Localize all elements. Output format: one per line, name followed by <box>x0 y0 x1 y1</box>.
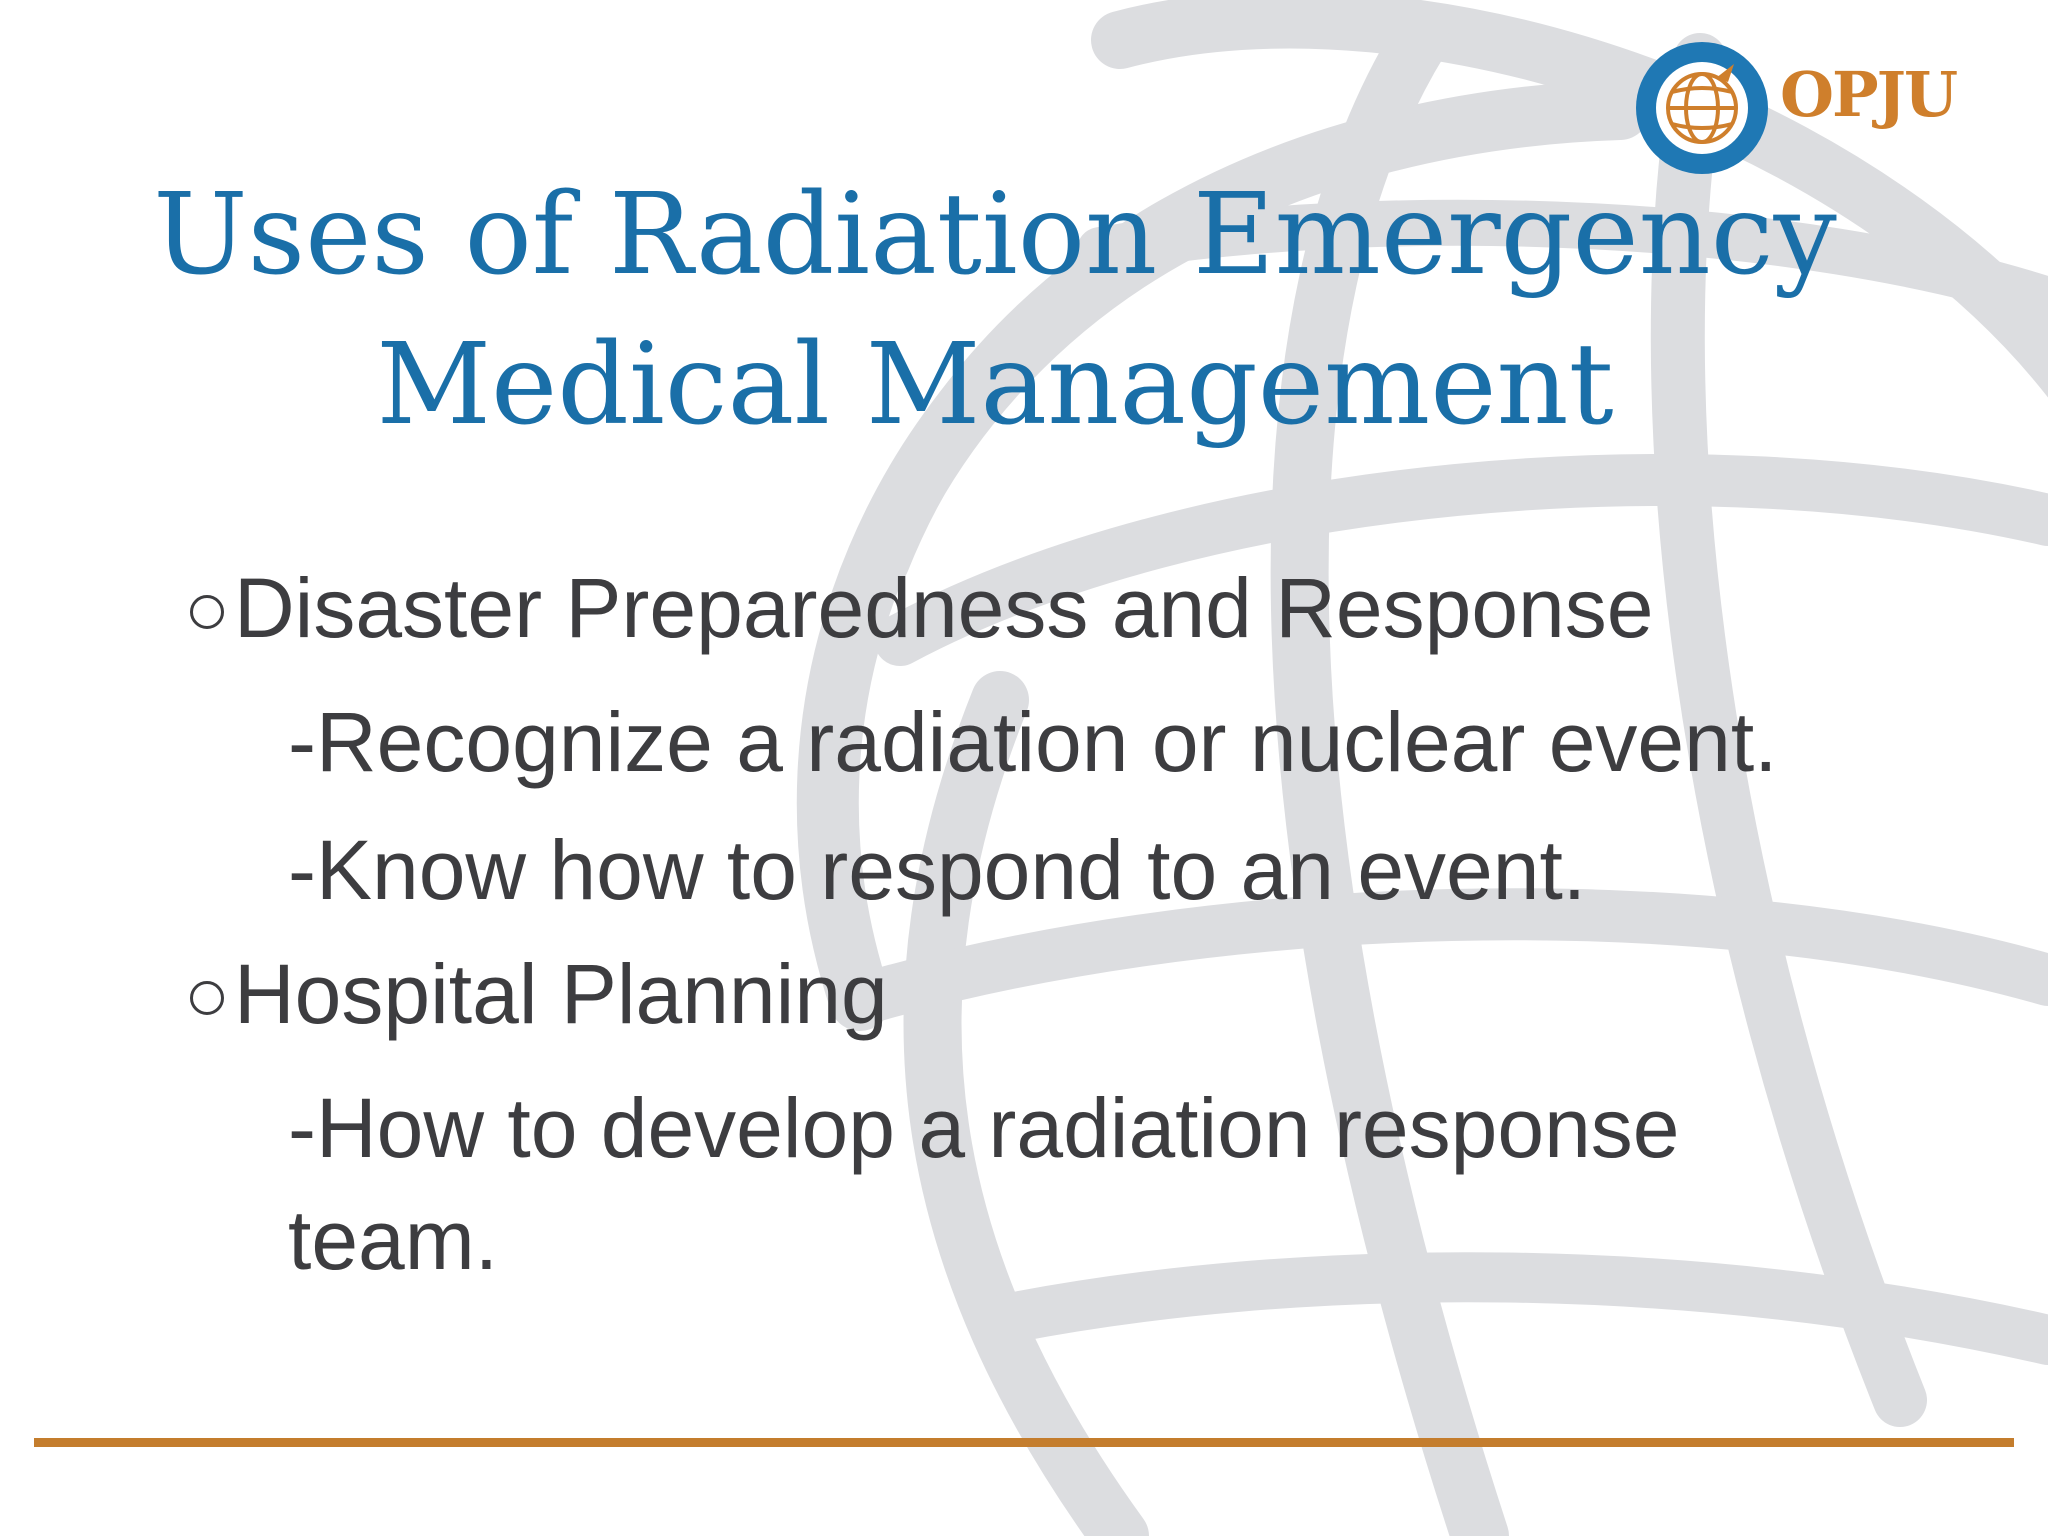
title-line-2: Medical Management <box>376 320 1614 450</box>
footer-divider <box>34 1438 2014 1447</box>
title-line-1: Uses of Radiation Emergency <box>153 170 1837 300</box>
university-seal-icon <box>1630 38 1780 178</box>
bullet-item <box>190 546 1950 670</box>
sub-item: -How to develop a radiation response team. <box>288 1081 1680 1287</box>
bullet-text: Disaster Preparedness and Response <box>234 561 1654 655</box>
slide-body <box>190 540 1950 1296</box>
sub-item: -Know how to respond to an event. <box>288 823 1587 917</box>
bullet-text: Hospital Planning <box>234 947 888 1041</box>
bullet-item <box>190 932 1950 1056</box>
slide-title <box>0 160 1990 460</box>
circle-bullet-icon <box>190 981 224 1015</box>
logo-wordmark: OPJU <box>1780 58 1957 131</box>
sub-item: -Recognize a radiation or nuclear event. <box>288 695 1778 789</box>
circle-bullet-icon <box>190 595 224 629</box>
